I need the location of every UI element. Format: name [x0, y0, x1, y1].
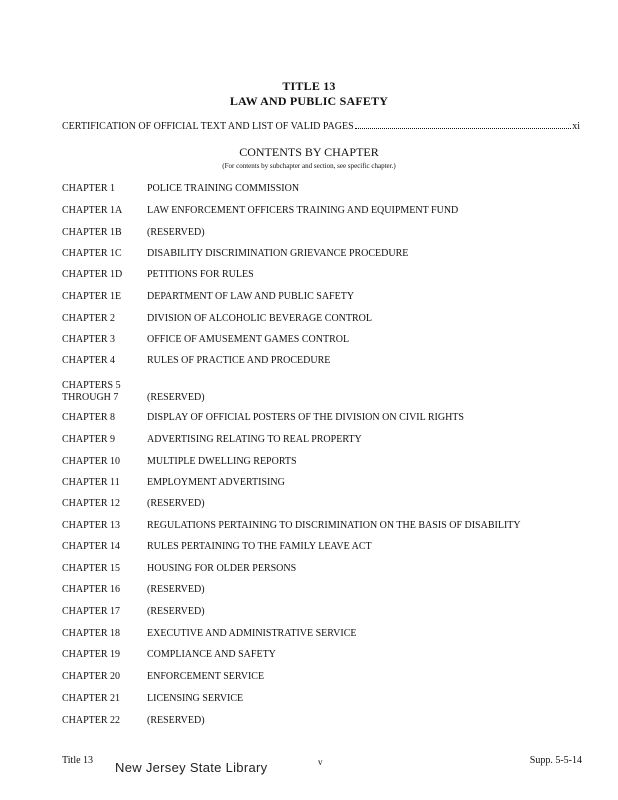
chapter-number: CHAPTER 8	[62, 412, 116, 423]
chapter-number: CHAPTER 11	[62, 477, 120, 488]
chapter-number: CHAPTER 12	[62, 498, 121, 509]
chapter-number: CHAPTER 19	[62, 649, 121, 660]
chapter-number: CHAPTER 16	[62, 584, 121, 595]
chapter-name: POLICE TRAINING COMMISSION	[147, 183, 300, 194]
chapter-name: (RESERVED)	[147, 584, 205, 595]
chapter-name: PETITIONS FOR RULES	[147, 269, 254, 280]
chapter-name: LICENSING SERVICE	[147, 693, 244, 704]
chapter-number: CHAPTER 1E	[62, 291, 122, 302]
chapter-name: (RESERVED)	[147, 498, 205, 509]
chapter-number: CHAPTERS 5 THROUGH 7	[62, 380, 121, 403]
certification-page: xi	[572, 121, 580, 132]
chapter-number: CHAPTER 15	[62, 563, 121, 574]
contents-heading: CONTENTS BY CHAPTER	[239, 145, 379, 159]
chapter-number: CHAPTER 17	[62, 606, 121, 617]
page-subtitle: LAW AND PUBLIC SAFETY	[229, 94, 389, 108]
chapter-number: CHAPTER 20	[62, 671, 121, 682]
chapter-number: CHAPTER 22	[62, 715, 121, 726]
footer-title: Title 13	[62, 755, 94, 766]
page-title: TITLE 13	[282, 79, 336, 93]
chapter-name: OFFICE OF AMUSEMENT GAMES CONTROL	[147, 334, 350, 345]
chapter-name: (RESERVED)	[147, 606, 205, 617]
chapter-number: CHAPTER 13	[62, 520, 121, 531]
chapter-name: COMPLIANCE AND SAFETY	[147, 649, 276, 660]
chapter-name: ENFORCEMENT SERVICE	[147, 671, 265, 682]
chapter-name: RULES PERTAINING TO THE FAMILY LEAVE ACT	[147, 541, 372, 552]
chapter-name: DISPLAY OF OFFICIAL POSTERS OF THE DIVISION ON CIVIL RIGHTS	[147, 412, 464, 423]
certification-entry	[62, 121, 580, 132]
certification-label: CERTIFICATION OF OFFICIAL TEXT AND LIST OF VALID PAGES	[62, 121, 354, 132]
chapter-number: CHAPTER 21	[62, 693, 121, 704]
chapter-number: CHAPTER 14	[62, 541, 121, 552]
chapter-number: CHAPTER 18	[62, 628, 121, 639]
chapter-number: CHAPTER 9	[62, 434, 116, 445]
chapter-number: CHAPTER 3	[62, 334, 116, 345]
chapter-name: DEPARTMENT OF LAW AND PUBLIC SAFETY	[147, 291, 355, 302]
chapter-name: EMPLOYMENT ADVERTISING	[147, 477, 285, 488]
chapter-name: MULTIPLE DWELLING REPORTS	[147, 456, 297, 467]
chapter-name: ADVERTISING RELATING TO REAL PROPERTY	[147, 434, 362, 445]
chapter-number: CHAPTER 1	[62, 183, 116, 194]
page-number: v	[318, 757, 323, 767]
chapter-number: CHAPTER 1A	[62, 205, 123, 216]
chapter-name: LAW ENFORCEMENT OFFICERS TRAINING AND EQUIPMENT FUND	[147, 205, 459, 216]
chapter-name: RULES OF PRACTICE AND PROCEDURE	[147, 355, 331, 366]
dot-leader	[355, 128, 572, 129]
chapter-name: EXECUTIVE AND ADMINISTRATIVE SERVICE	[147, 628, 357, 639]
supplement-date: Supp. 5-5-14	[529, 755, 582, 766]
chapter-number: CHAPTER 1C	[62, 248, 122, 259]
library-stamp: New Jersey State Library	[115, 760, 268, 775]
chapter-number: CHAPTER 10	[62, 456, 121, 467]
chapter-name: (RESERVED)	[147, 392, 205, 403]
chapter-name: (RESERVED)	[147, 715, 205, 726]
chapter-name: (RESERVED)	[147, 227, 205, 238]
chapter-number: CHAPTER 2	[62, 313, 116, 324]
chapter-name: DIVISION OF ALCOHOLIC BEVERAGE CONTROL	[147, 313, 372, 324]
contents-note: (For contents by subchapter and section, see specific chapter.)	[222, 162, 396, 170]
chapter-name: HOUSING FOR OLDER PERSONS	[147, 563, 297, 574]
chapter-number: CHAPTER 1B	[62, 227, 122, 238]
chapter-number: CHAPTER 4	[62, 355, 116, 366]
chapter-number: CHAPTER 1D	[62, 269, 123, 280]
chapter-name: DISABILITY DISCRIMINATION GRIEVANCE PROCEDURE	[147, 248, 409, 259]
chapter-name: REGULATIONS PERTAINING TO DISCRIMINATION ON THE BASIS OF DISABILITY	[147, 520, 521, 531]
